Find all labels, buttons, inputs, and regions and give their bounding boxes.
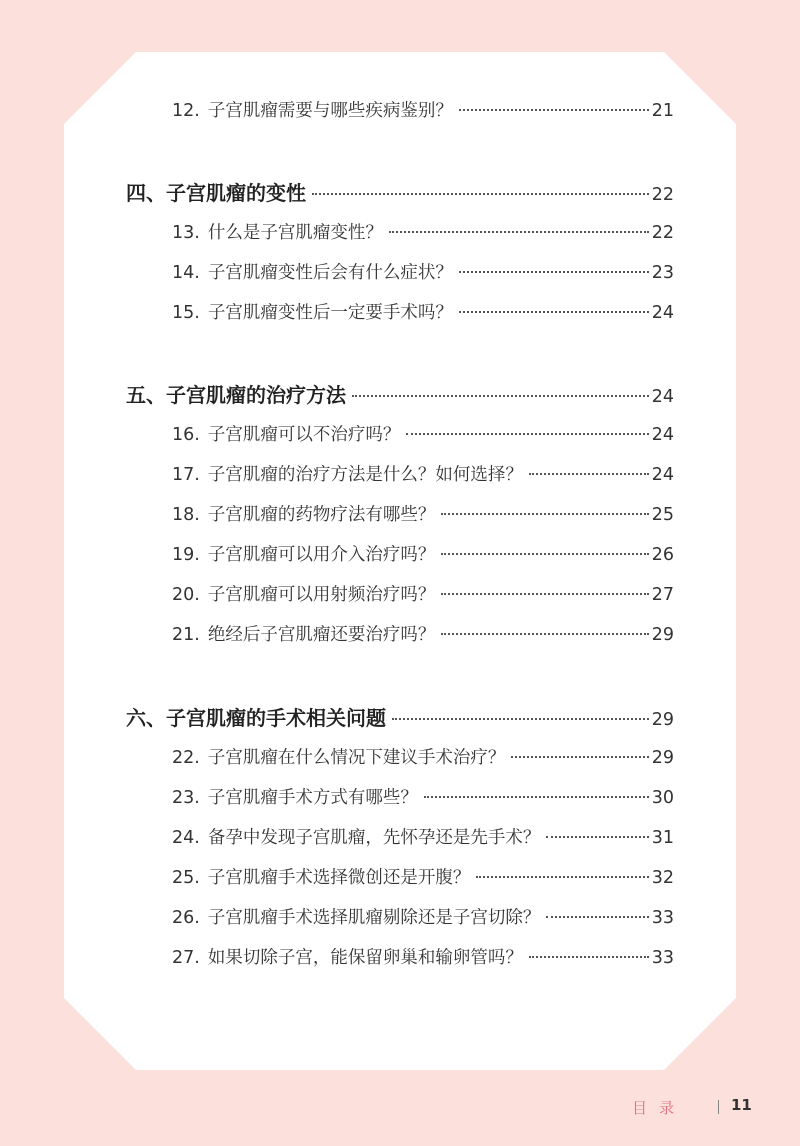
entry-page: 29 xyxy=(651,748,674,768)
dot-leader xyxy=(529,473,649,475)
section-title: 五、子宫肌瘤的治疗方法 xyxy=(126,383,346,407)
dot-leader xyxy=(546,836,648,838)
section-page: 29 xyxy=(651,710,674,730)
entry-number: 19. xyxy=(172,545,200,565)
entry-number: 16. xyxy=(172,425,200,445)
toc-entry-25[interactable] xyxy=(172,864,674,889)
entry-number: 15. xyxy=(172,303,200,323)
dot-leader xyxy=(546,916,648,918)
entry-title: 什么是子宫肌瘤变性？ xyxy=(207,223,383,243)
entry-page: 24 xyxy=(651,303,674,323)
toc-entry-22[interactable] xyxy=(172,744,674,769)
entry-page: 24 xyxy=(651,425,674,445)
entry-page: 33 xyxy=(651,948,674,968)
dot-leader xyxy=(424,796,649,798)
toc-section-6[interactable] xyxy=(126,702,674,731)
dot-leader xyxy=(389,231,649,233)
toc-entry-14[interactable] xyxy=(172,259,674,284)
toc-entry-20[interactable] xyxy=(172,581,674,606)
entry-page: 29 xyxy=(651,625,674,645)
entry-title: 备孕中发现子宫肌瘤，先怀孕还是先手术？ xyxy=(207,828,541,848)
dot-leader xyxy=(312,193,649,195)
entry-number: 26. xyxy=(172,908,200,928)
toc-entry-19[interactable] xyxy=(172,541,674,566)
entry-number: 13. xyxy=(172,223,200,243)
entry-page: 33 xyxy=(651,908,674,928)
entry-page: 32 xyxy=(651,868,674,888)
entry-title: 子宫肌瘤手术选择肌瘤剔除还是子宫切除？ xyxy=(207,908,541,928)
entry-number: 17. xyxy=(172,465,200,485)
dot-leader xyxy=(352,395,649,397)
entry-page: 27 xyxy=(651,585,674,605)
dot-leader xyxy=(459,271,649,273)
entry-number: 20. xyxy=(172,585,200,605)
footer-page-number: 11 xyxy=(731,1096,752,1114)
entry-number: 21. xyxy=(172,625,200,645)
entry-title: 子宫肌瘤手术选择微创还是开腹？ xyxy=(207,868,471,888)
entry-title: 子宫肌瘤可以用介入治疗吗？ xyxy=(207,545,436,565)
entry-page: 23 xyxy=(651,263,674,283)
section-title: 四、子宫肌瘤的变性 xyxy=(126,181,306,205)
entry-title: 绝经后子宫肌瘤还要治疗吗？ xyxy=(207,625,436,645)
entry-page: 22 xyxy=(651,223,674,243)
toc-entry-15[interactable] xyxy=(172,299,674,324)
footer-section-title: 目录 xyxy=(632,1099,687,1117)
section-title: 六、子宫肌瘤的手术相关问题 xyxy=(126,706,386,730)
dot-leader xyxy=(441,593,648,595)
entry-number: 18. xyxy=(172,505,200,525)
dot-leader xyxy=(459,311,649,313)
entry-page: 21 xyxy=(651,101,674,121)
toc-entry-12[interactable] xyxy=(172,97,674,122)
entry-number: 22. xyxy=(172,748,200,768)
toc-entry-13[interactable] xyxy=(172,219,674,244)
entry-page: 26 xyxy=(651,545,674,565)
toc-entry-21[interactable] xyxy=(172,621,674,646)
dot-leader xyxy=(406,433,648,435)
entry-number: 25. xyxy=(172,868,200,888)
entry-page: 24 xyxy=(651,465,674,485)
toc-entry-23[interactable] xyxy=(172,784,674,809)
entry-title: 子宫肌瘤变性后一定要手术吗？ xyxy=(207,303,453,323)
dot-leader xyxy=(441,633,648,635)
entry-page: 30 xyxy=(651,788,674,808)
dot-leader xyxy=(476,876,648,878)
toc-section-5[interactable] xyxy=(126,379,674,408)
entry-title: 子宫肌瘤可以用射频治疗吗？ xyxy=(207,585,436,605)
entry-title: 子宫肌瘤的药物疗法有哪些？ xyxy=(207,505,436,525)
entry-number: 24. xyxy=(172,828,200,848)
entry-number: 12. xyxy=(172,101,200,121)
toc-section-4[interactable] xyxy=(126,177,674,206)
toc-entry-17[interactable] xyxy=(172,461,674,486)
toc-entry-24[interactable] xyxy=(172,824,674,849)
toc-entry-16[interactable] xyxy=(172,421,674,446)
entry-number: 14. xyxy=(172,263,200,283)
entry-title: 子宫肌瘤变性后会有什么症状？ xyxy=(207,263,453,283)
entry-page: 25 xyxy=(651,505,674,525)
entry-title: 子宫肌瘤的治疗方法是什么？如何选择？ xyxy=(207,465,523,485)
dot-leader xyxy=(529,956,649,958)
entry-title: 如果切除子宫，能保留卵巢和输卵管吗？ xyxy=(207,948,523,968)
entry-title: 子宫肌瘤在什么情况下建议手术治疗？ xyxy=(207,748,506,768)
section-page: 24 xyxy=(651,387,674,407)
footer-divider xyxy=(718,1100,719,1114)
section-page: 22 xyxy=(651,185,674,205)
entry-title: 子宫肌瘤需要与哪些疾病鉴别？ xyxy=(207,101,453,121)
toc-entry-26[interactable] xyxy=(172,904,674,929)
dot-leader xyxy=(511,756,648,758)
dot-leader xyxy=(392,718,649,720)
entry-title: 子宫肌瘤可以不治疗吗？ xyxy=(207,425,401,445)
dot-leader xyxy=(441,553,648,555)
toc-entry-27[interactable] xyxy=(172,944,674,969)
entry-page: 31 xyxy=(651,828,674,848)
entry-title: 子宫肌瘤手术方式有哪些？ xyxy=(207,788,418,808)
dot-leader xyxy=(441,513,648,515)
entry-number: 23. xyxy=(172,788,200,808)
dot-leader xyxy=(459,109,649,111)
entry-number: 27. xyxy=(172,948,200,968)
toc-entry-18[interactable] xyxy=(172,501,674,526)
